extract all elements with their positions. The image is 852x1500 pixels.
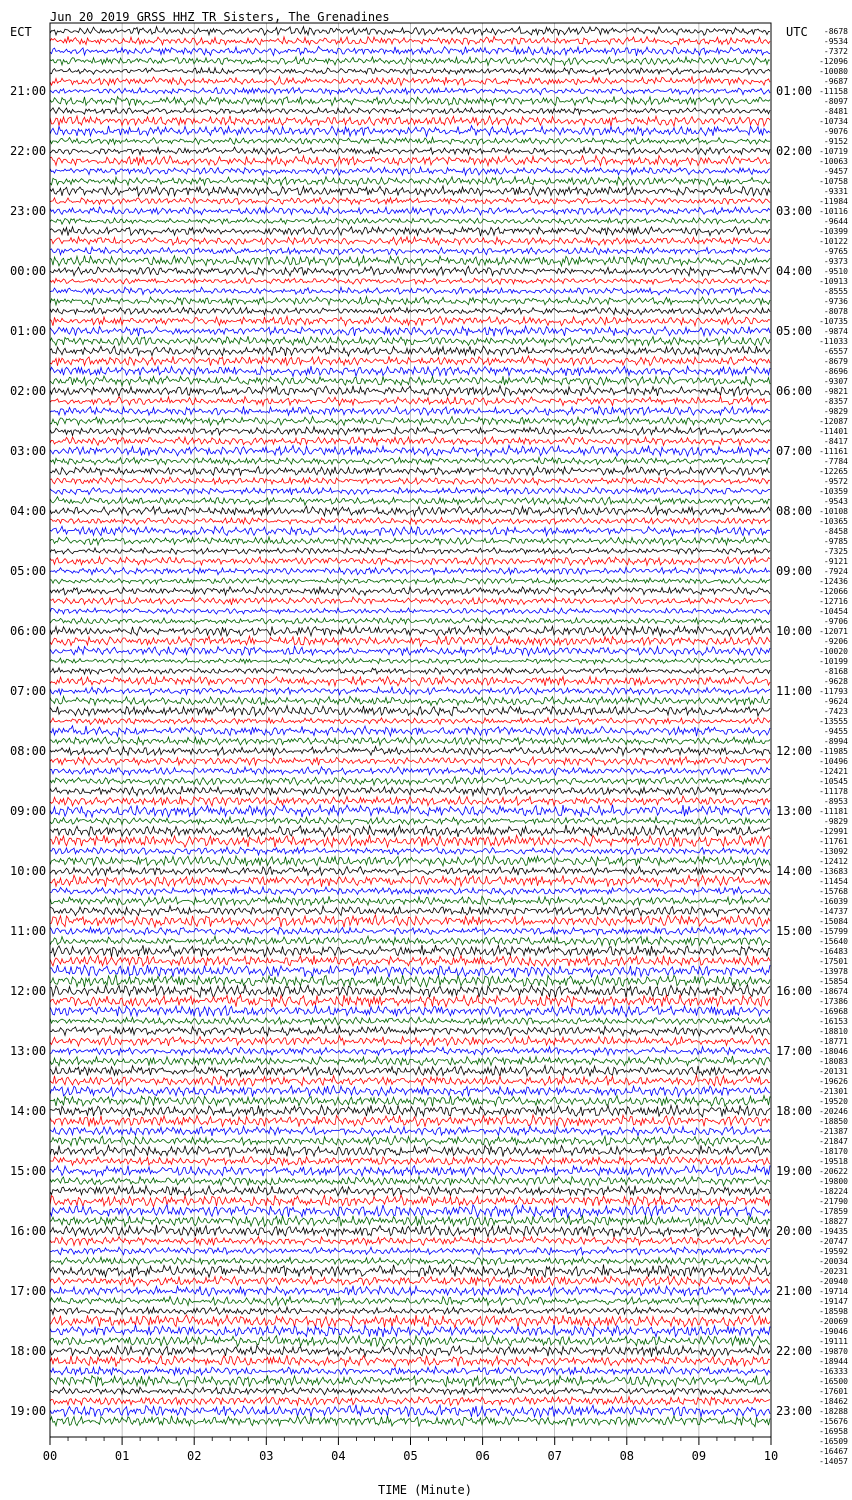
trace-offset-label: -12265 [819, 467, 848, 476]
trace-offset-label: -18083 [819, 1057, 848, 1066]
trace-offset-label: -10080 [819, 67, 848, 76]
trace-offset-label: -15799 [819, 927, 848, 936]
trace-offset-label: -8696 [823, 367, 848, 376]
left-hour-label: 06:00 [10, 624, 47, 638]
left-hour-label: 23:00 [10, 204, 47, 218]
trace-offset-label: -18046 [819, 1047, 848, 1056]
left-hour-label: 17:00 [10, 1284, 47, 1298]
trace-offset-label: -9628 [823, 677, 848, 686]
right-hour-label: 17:00 [776, 1044, 813, 1058]
trace-offset-label: -15676 [819, 1417, 848, 1426]
trace-offset-label: -12716 [819, 597, 848, 606]
trace-offset-label: -11985 [819, 747, 848, 756]
trace-offset-label: -8679 [823, 357, 848, 366]
trace-offset-label: -8555 [823, 287, 848, 296]
trace-offset-label: -10122 [819, 237, 848, 246]
trace-offset-label: -7924 [823, 567, 848, 576]
left-hour-label: 15:00 [10, 1164, 47, 1178]
trace-offset-label: -21847 [819, 1137, 848, 1146]
right-hour-label: 23:00 [776, 1404, 813, 1418]
trace-offset-label: -17859 [819, 1207, 848, 1216]
left-hour-label: 18:00 [10, 1344, 47, 1358]
trace-offset-label: -10063 [819, 157, 848, 166]
x-tick-label: 04 [331, 1449, 346, 1463]
left-timezone-label: ECT [10, 25, 32, 39]
trace-offset-label: -20231 [819, 1267, 848, 1276]
trace-offset-label: -19518 [819, 1157, 848, 1166]
trace-offset-label: -8078 [823, 307, 848, 316]
trace-offset-label: -9307 [823, 377, 848, 386]
trace-offset-label: -19111 [819, 1337, 848, 1346]
trace-offset-label: -11401 [819, 427, 848, 436]
trace-offset-label: -9457 [823, 167, 848, 176]
trace-offset-label: -11454 [819, 877, 848, 886]
trace-offset-label: -9785 [823, 537, 848, 546]
trace-offset-label: -10758 [819, 177, 848, 186]
trace-offset-label: -20069 [819, 1317, 848, 1326]
left-hour-label: 04:00 [10, 504, 47, 518]
trace-offset-label: -10913 [819, 277, 848, 286]
trace-offset-label: -10199 [819, 657, 848, 666]
trace-offset-label: -11984 [819, 197, 848, 206]
trace-offset-label: -15854 [819, 977, 848, 986]
trace-offset-label: -16509 [819, 1437, 848, 1446]
trace-offset-label: -18462 [819, 1397, 848, 1406]
trace-offset-label: -16467 [819, 1447, 848, 1456]
trace-offset-label: -15640 [819, 937, 848, 946]
right-hour-label: 16:00 [776, 984, 813, 998]
trace-offset-label: -8357 [823, 397, 848, 406]
trace-offset-label: -13683 [819, 867, 848, 876]
trace-offset-label: -16333 [819, 1367, 848, 1376]
right-hour-label: 11:00 [776, 684, 813, 698]
trace-offset-label: -18288 [819, 1407, 848, 1416]
trace-offset-label: -13978 [819, 967, 848, 976]
trace-offset-label: -19592 [819, 1247, 848, 1256]
right-hour-label: 08:00 [776, 504, 813, 518]
right-timezone-label: UTC [786, 25, 808, 39]
trace-offset-label: -12421 [819, 767, 848, 776]
trace-offset-label: -18850 [819, 1117, 848, 1126]
left-hour-label: 12:00 [10, 984, 47, 998]
trace-offset-label: -12991 [819, 827, 848, 836]
trace-offset-label: -6557 [823, 347, 848, 356]
trace-offset-label: -9644 [823, 217, 848, 226]
trace-offset-label: -11178 [819, 787, 848, 796]
trace-offset-label: -11033 [819, 337, 848, 346]
trace-offset-label: -20622 [819, 1167, 848, 1176]
trace-offset-label: -11793 [819, 687, 848, 696]
chart-title: Jun 20 2019 GRSS HHZ TR Sisters, The Grenadines [50, 10, 390, 24]
trace-offset-label: -12066 [819, 587, 848, 596]
right-hour-label: 02:00 [776, 144, 813, 158]
trace-offset-label: -21790 [819, 1197, 848, 1206]
trace-offset-label: -9373 [823, 257, 848, 266]
trace-offset-label: -12087 [819, 417, 848, 426]
trace-offset-label: -20034 [819, 1257, 848, 1266]
right-hour-label: 14:00 [776, 864, 813, 878]
trace-offset-label: -8417 [823, 437, 848, 446]
trace-offset-label: -19870 [819, 1347, 848, 1356]
right-hour-label: 01:00 [776, 84, 813, 98]
trace-offset-label: -8481 [823, 107, 848, 116]
trace-offset-label: -16153 [819, 1017, 848, 1026]
left-hour-label: 03:00 [10, 444, 47, 458]
trace-offset-label: -18674 [819, 987, 848, 996]
x-tick-label: 10 [763, 1449, 779, 1463]
trace-offset-label: -12436 [819, 577, 848, 586]
trace-offset-label: -10496 [819, 757, 848, 766]
left-hour-label: 00:00 [10, 264, 47, 278]
trace-offset-label: -12071 [819, 627, 848, 636]
trace-offset-label: -10735 [819, 317, 848, 326]
trace-offset-label: -18771 [819, 1037, 848, 1046]
trace-offset-label: -18944 [819, 1357, 848, 1366]
trace-offset-label: -19800 [819, 1177, 848, 1186]
trace-offset-label: -19147 [819, 1297, 848, 1306]
trace-offset-label: -14737 [819, 907, 848, 916]
trace-offset-label: -9821 [823, 387, 848, 396]
trace-offset-label: -16483 [819, 947, 848, 956]
trace-offset-label: -10108 [819, 507, 848, 516]
trace-offset-label: -10365 [819, 517, 848, 526]
trace-offset-label: -11161 [819, 447, 848, 456]
right-hour-label: 09:00 [776, 564, 813, 578]
right-hour-label: 10:00 [776, 624, 813, 638]
x-tick-label: 08 [619, 1449, 635, 1463]
trace-offset-label: -8994 [823, 737, 848, 746]
trace-offset-label: -8097 [823, 97, 848, 106]
right-hour-label: 03:00 [776, 204, 813, 218]
trace-offset-label: -16968 [819, 1007, 848, 1016]
trace-offset-label: -17386 [819, 997, 848, 1006]
trace-offset-label: -7423 [823, 707, 848, 716]
trace-offset-label: -9829 [823, 817, 848, 826]
left-hour-label: 16:00 [10, 1224, 47, 1238]
trace-offset-label: -21387 [819, 1127, 848, 1136]
left-hour-label: 10:00 [10, 864, 47, 878]
trace-offset-label: -12412 [819, 857, 848, 866]
trace-offset-label: -9736 [823, 297, 848, 306]
trace-offset-label: -20131 [819, 1067, 848, 1076]
left-hour-label: 09:00 [10, 804, 47, 818]
trace-offset-label: -20940 [819, 1277, 848, 1286]
trace-offset-label: -10359 [819, 487, 848, 496]
trace-offset-label: -19520 [819, 1097, 848, 1106]
trace-offset-label: -19714 [819, 1287, 848, 1296]
trace-offset-label: -18827 [819, 1217, 848, 1226]
x-axis-label: TIME (Minute) [378, 1483, 472, 1497]
left-hour-label: 13:00 [10, 1044, 47, 1058]
trace-offset-label: -18598 [819, 1307, 848, 1316]
trace-offset-label: -10454 [819, 607, 848, 616]
right-hour-label: 06:00 [776, 384, 813, 398]
x-tick-label: 00 [42, 1449, 58, 1463]
left-hour-label: 21:00 [10, 84, 47, 98]
trace-offset-label: -8953 [823, 797, 848, 806]
trace-offset-label: -17601 [819, 1387, 848, 1396]
trace-offset-label: -18170 [819, 1147, 848, 1156]
trace-offset-label: -8458 [823, 527, 848, 536]
x-tick-label: 05 [403, 1449, 418, 1463]
trace-offset-label: -8168 [823, 667, 848, 676]
trace-offset-label: -9765 [823, 247, 848, 256]
x-tick-label: 09 [691, 1449, 707, 1463]
trace-offset-label: -13092 [819, 847, 848, 856]
trace-offset-label: -14057 [819, 1457, 848, 1466]
right-hour-label: 21:00 [776, 1284, 813, 1298]
left-hour-label: 14:00 [10, 1104, 47, 1118]
right-hour-label: 22:00 [776, 1344, 813, 1358]
right-hour-label: 18:00 [776, 1104, 813, 1118]
trace-offset-label: -17501 [819, 957, 848, 966]
left-hour-label: 07:00 [10, 684, 47, 698]
trace-offset-label: -18810 [819, 1027, 848, 1036]
trace-offset-label: -10545 [819, 777, 848, 786]
x-tick-label: 06 [475, 1449, 490, 1463]
right-hour-label: 13:00 [776, 804, 813, 818]
right-hour-label: 07:00 [776, 444, 813, 458]
right-hour-label: 05:00 [776, 324, 813, 338]
right-hour-label: 15:00 [776, 924, 813, 938]
left-hour-label: 11:00 [10, 924, 47, 938]
trace-offset-label: -15768 [819, 887, 848, 896]
trace-offset-label: -9152 [823, 137, 848, 146]
trace-offset-label: -9331 [823, 187, 848, 196]
trace-offset-label: -9206 [823, 637, 848, 646]
trace-offset-label: -19435 [819, 1227, 848, 1236]
left-hour-label: 05:00 [10, 564, 47, 578]
trace-offset-label: -18224 [819, 1187, 848, 1196]
trace-offset-label: -9829 [823, 407, 848, 416]
x-tick-label: 07 [547, 1449, 562, 1463]
trace-offset-label: -10116 [819, 207, 848, 216]
trace-offset-label: -12096 [819, 57, 848, 66]
left-hour-label: 08:00 [10, 744, 47, 758]
trace-offset-label: -9624 [823, 697, 848, 706]
trace-offset-label: -11181 [819, 807, 848, 816]
trace-offset-label: -9455 [823, 727, 848, 736]
left-hour-label: 19:00 [10, 1404, 47, 1418]
trace-offset-label: -21301 [819, 1087, 848, 1096]
trace-offset-label: -16958 [819, 1427, 848, 1436]
trace-offset-label: -9687 [823, 77, 848, 86]
trace-offset-label: -13555 [819, 717, 848, 726]
trace-offset-label: -9874 [823, 327, 848, 336]
trace-offset-label: -20246 [819, 1107, 848, 1116]
right-hour-label: 20:00 [776, 1224, 813, 1238]
trace-offset-label: -10399 [819, 227, 848, 236]
trace-offset-label: -19046 [819, 1327, 848, 1336]
trace-offset-label: -10734 [819, 117, 848, 126]
left-hour-label: 22:00 [10, 144, 47, 158]
trace-offset-label: -10020 [819, 647, 848, 656]
x-tick-label: 03 [259, 1449, 274, 1463]
trace-offset-label: -16039 [819, 897, 848, 906]
trace-offset-label: -8678 [823, 27, 848, 36]
left-hour-label: 01:00 [10, 324, 47, 338]
trace-offset-label: -9121 [823, 557, 848, 566]
trace-offset-label: -7784 [823, 457, 848, 466]
trace-offset-label: -9076 [823, 127, 848, 136]
trace-offset-label: -16500 [819, 1377, 848, 1386]
right-hour-label: 19:00 [776, 1164, 813, 1178]
trace-offset-label: -9534 [823, 37, 848, 46]
right-hour-label: 04:00 [776, 264, 813, 278]
trace-offset-label: -11761 [819, 837, 848, 846]
trace-offset-labels [819, 27, 848, 1466]
x-tick-label: 01 [114, 1449, 130, 1463]
right-hour-label: 12:00 [776, 744, 813, 758]
trace-offset-label: -10719 [819, 147, 848, 156]
trace-offset-label: -19626 [819, 1077, 848, 1086]
left-hour-label: 02:00 [10, 384, 47, 398]
trace-offset-label: -11158 [819, 87, 848, 96]
trace-offset-label: -20747 [819, 1237, 848, 1246]
x-tick-label: 02 [186, 1449, 202, 1463]
trace-offset-label: -9543 [823, 497, 848, 506]
trace-offset-label: -15084 [819, 917, 848, 926]
trace-offset-label: -9572 [823, 477, 848, 486]
trace-offset-label: -7372 [823, 47, 848, 56]
trace-offset-label: -9706 [823, 617, 848, 626]
trace-offset-label: -7325 [823, 547, 848, 556]
trace-offset-label: -9510 [823, 267, 848, 276]
